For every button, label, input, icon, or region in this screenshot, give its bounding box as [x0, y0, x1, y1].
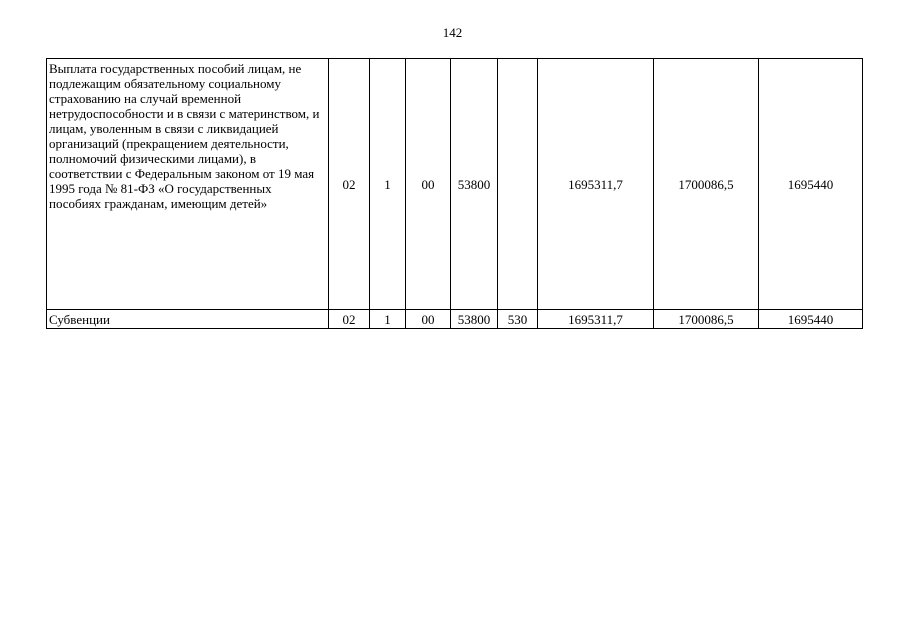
table-row	[47, 59, 863, 310]
amount-year-1-cell: 1695311,7	[538, 59, 654, 310]
direction-code-cell: 53800	[451, 59, 498, 310]
expense-type-cell: 530	[498, 310, 538, 329]
program-code-cell: 02	[329, 310, 370, 329]
program-code-cell: 02	[329, 59, 370, 310]
amount-year-1-cell: 1695311,7	[538, 310, 654, 329]
main-event-code-cell: 00	[406, 59, 451, 310]
subprogram-code-cell: 1	[370, 310, 406, 329]
amount-year-2-cell: 1700086,5	[654, 310, 759, 329]
budget-table	[46, 58, 863, 329]
amount-year-3-cell: 1695440	[759, 310, 863, 329]
subprogram-code-cell: 1	[370, 59, 406, 310]
amount-year-2-cell: 1700086,5	[654, 59, 759, 310]
page-number: 142	[442, 25, 463, 40]
expense-name-cell: Субвенции	[47, 310, 329, 329]
expense-name-cell: Выплата государственных пособий лицам, не подлежащим обязательному социальному страхованию на случай временной нетрудоспособности и в связи с материнством, и лицам, уволенным в связи с ликвидацией организаций (прекращением деятельности, полномочий физическими лицами), в соответствии с Федеральным законом от 19 мая 1995 года № 81-ФЗ «О государственных пособиях гражданам, имеющим детей»	[47, 59, 329, 310]
main-event-code-cell: 00	[406, 310, 451, 329]
expense-type-cell	[498, 59, 538, 310]
amount-year-3-cell: 1695440	[759, 59, 863, 310]
table-row	[47, 310, 863, 329]
direction-code-cell: 53800	[451, 310, 498, 329]
